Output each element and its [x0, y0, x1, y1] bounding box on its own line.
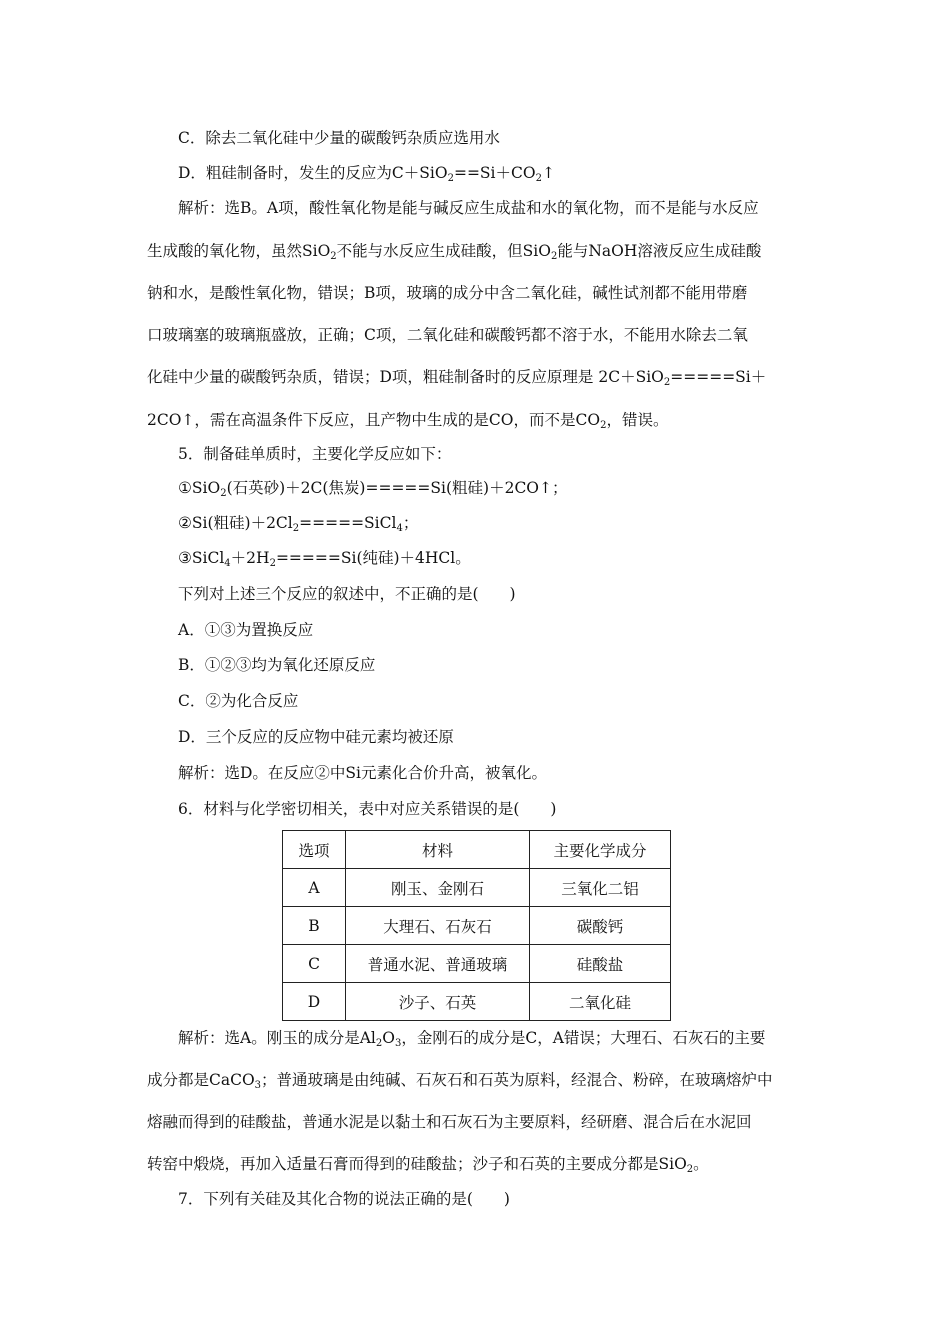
- reaction-3: $③SiCl_4+2H_2=====Si$(纯硅)＋4HCl。: [178, 549, 471, 569]
- option-c: C．②为化合反应: [178, 692, 299, 710]
- table-cell: 碳酸钙: [530, 907, 671, 945]
- analysis-6-line1: 解析：选A。刚玉的成分是$Al_2O_3$，金刚石的成分是C，A错误；大理石、石灰石的主要: [178, 1029, 766, 1049]
- table-cell: 三氧化二铝: [530, 869, 671, 907]
- table-row: [283, 907, 671, 945]
- option-d: D．三个反应的反应物中硅元素均被还原: [178, 728, 454, 746]
- table-cell: 硅酸盐: [530, 945, 671, 983]
- table-row: [283, 869, 671, 907]
- analysis-4-line2: 生成酸的氧化物，虽然SiO$_2$不能与水反应生成硅酸，但SiO$_2$能与NaOH溶液反应生成硅酸: [147, 242, 762, 262]
- table-cell: C: [283, 945, 346, 983]
- table-row: [283, 945, 671, 983]
- table-cell: 普通水泥、普通玻璃: [346, 945, 530, 983]
- analysis-4-line3: 钠和水，是酸性氧化物，错误；B项，玻璃的成分中含二氧化硅，碱性试剂都不能用带磨: [147, 284, 748, 302]
- table-cell: D: [283, 983, 346, 1021]
- question-5-stem: 5．制备硅单质时，主要化学反应如下：: [178, 445, 452, 463]
- table-cell: 二氧化硅: [530, 983, 671, 1021]
- table-cell: A: [283, 869, 346, 907]
- table-header-row: [283, 831, 671, 869]
- option-d: D．粗硅制备时，发生的反应为$C+SiO_2==Si+CO_2↑$: [178, 164, 555, 184]
- table-header: 材料: [346, 831, 530, 869]
- question-5-prompt: 下列对上述三个反应的叙述中，不正确的是( ): [178, 585, 516, 603]
- option-a: A．①③为置换反应: [178, 621, 314, 639]
- option-b: B．①②③均为氧化还原反应: [178, 656, 376, 674]
- reaction-1: ①SiO$_2$(石英砂)＋2C(焦炭)=====Si(粗硅)＋2CO↑；: [178, 479, 568, 499]
- analysis-6-line4: 转窑中煅烧，再加入适量石膏而得到的硅酸盐；沙子和石英的主要成分都是SiO$_2$。: [147, 1155, 709, 1175]
- analysis-4-line1: 解析：选B。A项，酸性氧化物是能与碱反应生成盐和水的氧化物，而不是能与水反应: [178, 199, 759, 217]
- table-cell: 刚玉、金刚石: [346, 869, 530, 907]
- reaction-2: ②Si(粗硅)$+2Cl_2=====SiCl_4$；: [178, 514, 419, 534]
- analysis-4-line6: 2CO↑，需在高温条件下反应，且产物中生成的是CO，而不是$CO_2$，错误。: [147, 411, 669, 431]
- option-c: C．除去二氧化硅中少量的碳酸钙杂质应选用水: [178, 129, 500, 147]
- question-6-stem: 6．材料与化学密切相关，表中对应关系错误的是( ): [178, 800, 557, 818]
- table-header: 选项: [283, 831, 346, 869]
- table-cell: B: [283, 907, 346, 945]
- analysis-4-line5: 化硅中少量的碳酸钙杂质，错误；D项，粗硅制备时的反应原理是 2C＋SiO$_2$=====Si＋: [147, 368, 767, 388]
- analysis-6-line2: 成分都是CaCO$_3$；普通玻璃是由纯碱、石灰石和石英为原料，经混合、粉碎，在玻璃熔炉中: [147, 1071, 773, 1091]
- table-header: 主要化学成分: [530, 831, 671, 869]
- table-cell: 沙子、石英: [346, 983, 530, 1021]
- analysis-4-line4: 口玻璃塞的玻璃瓶盛放，正确；C项，二氧化硅和碳酸钙都不溶于水，不能用水除去二氧: [147, 326, 748, 344]
- materials-table: [282, 830, 671, 1021]
- table-row: [283, 983, 671, 1021]
- question-7-stem: 7．下列有关硅及其化合物的说法正确的是( ): [178, 1190, 510, 1208]
- analysis-6-line3: 熔融而得到的硅酸盐，普通水泥是以黏土和石灰石为主要原料，经研磨、混合后在水泥回: [147, 1113, 752, 1131]
- table-cell: 大理石、石灰石: [346, 907, 530, 945]
- analysis-5: 解析：选D。在反应②中Si元素化合价升高，被氧化。: [178, 764, 548, 782]
